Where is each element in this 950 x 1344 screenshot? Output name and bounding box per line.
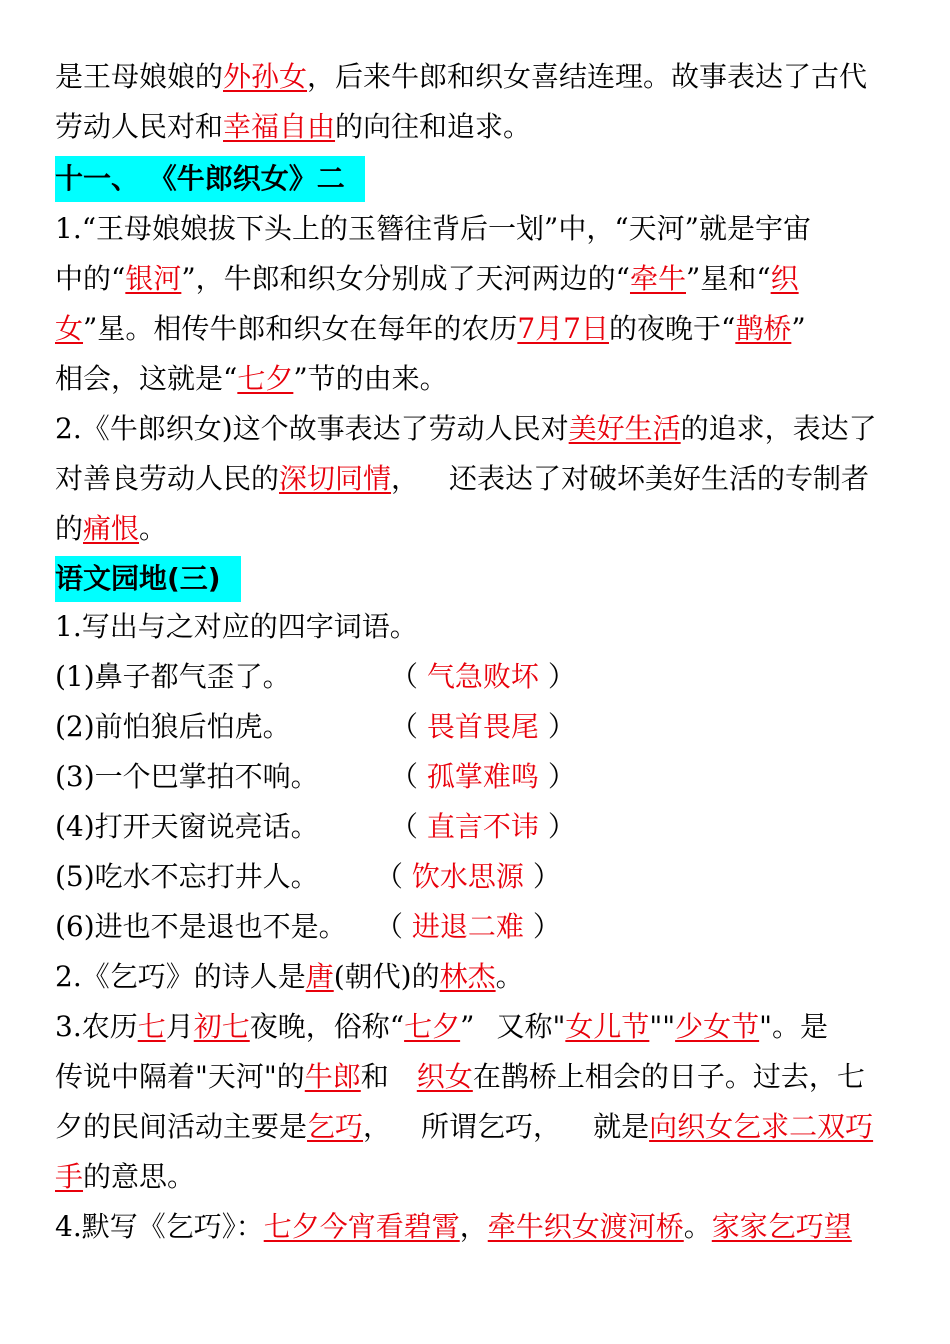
text: 的追求，表达了 [680,412,877,445]
text: 月 [165,1010,194,1043]
idiom-row: (5)吃水不忘打井人。 （ 饮水思源 ） [55,852,561,902]
intro-line-1 [55,52,867,102]
text: 夜晚，俗称“ [249,1010,405,1043]
text: 是王母娘娘的 [55,60,224,93]
text: 夕的民间活动主要是 [55,1110,308,1143]
answer: 七 [137,1010,166,1043]
section-heading-garden: 语文园地(三) [55,556,241,602]
text: "。是 [759,1010,829,1043]
text: 对善良劳动人民的 [55,462,280,495]
s11-q1-line-3 [55,304,806,354]
text: ”星和“ [686,262,771,295]
text: ”星。相传牛郎和织女在每年的农历 [83,312,518,345]
text: 在鹊桥上相会的日子。过去，七 [472,1060,865,1093]
answer: 手 [55,1160,84,1193]
s11-q2-line-2 [55,454,869,504]
idiom-answer: 饮水思源 [411,860,524,893]
text: 。 [495,960,524,993]
idiom-answer: 进退二难 [411,910,524,943]
answer: 七夕今宵看碧霄 [263,1210,460,1243]
garden-q2 [55,952,524,1002]
idiom-answer: 畏首畏尾 [426,710,539,743]
intro-line-2 [55,102,531,152]
answer: 外孙女 [223,60,308,93]
idiom-question: (5)吃水不忘打井人。 [55,860,319,893]
text: 又称" [496,1010,566,1043]
answer: 唐 [305,960,334,993]
text: 2.《牛郎织女)这个故事表达了劳动人民对 [55,412,569,445]
idiom-row: (6)进也不是退也不是。 （ 进退二难 ） [55,902,561,952]
text: 的向往和追求。 [335,110,532,143]
text: ”节的由来。 [293,362,448,395]
answer: 乞巧 [307,1110,364,1143]
idiom-row: (1)鼻子都气歪了。 （ 气急败坏 ） [55,652,576,702]
answer: 牛郎 [304,1060,361,1093]
text: 劳动人民对和 [55,110,224,143]
answer: 初七 [193,1010,250,1043]
answer: 幸福自由 [223,110,336,143]
answer: 女 [55,312,84,345]
text: ” [460,1010,475,1043]
s11-q1-line-4 [55,354,448,404]
answer: 织 [770,262,799,295]
text: 相会，这就是“ [55,362,238,395]
answer: 林杰 [439,960,496,993]
text: 就是 [593,1110,650,1143]
answer: 向织女乞求二双巧 [649,1110,874,1143]
text: 的 [55,512,84,545]
idiom-question: (4)打开天窗说亮话。 [55,810,319,843]
answer: 深切同情 [279,462,392,495]
idiom-row: (2)前怕狼后怕虎。 （ 畏首畏尾 ） [55,702,576,752]
s11-q2-line-3 [55,504,167,554]
text: ” [791,312,806,345]
answer: 银河 [125,262,182,295]
idiom-answer: 气急败坏 [426,660,539,693]
idiom-question: (2)前怕狼后怕虎。 [55,710,291,743]
text: 1.“王母娘娘拔下头上的玉簪往背后一划”中，“天河”就是宇宙 [55,212,811,245]
idiom-question: (3)一个巴掌拍不响。 [55,760,319,793]
text: ，后来牛郎和织女喜结连理。故事表达了古代 [307,60,868,93]
idiom-row: (4)打开天窗说亮话。 （ 直言不讳 ） [55,802,576,852]
answer: 牵牛 [629,262,686,295]
text: ， [391,462,420,495]
idiom-row: (3)一个巴掌拍不响。 （ 孤掌难鸣 ） [55,752,576,802]
text: 所谓乞巧， [421,1110,562,1143]
text: 。 [683,1210,712,1243]
text: "" [649,1010,676,1043]
text: 还表达了对破坏美好生活的专制者 [449,462,870,495]
text: 的夜晚于“ [608,312,736,345]
answer: 少女节 [675,1010,760,1043]
answer: 七夕 [404,1010,461,1043]
idiom-answer: 孤掌难鸣 [426,760,539,793]
answer: 牵牛织女渡河桥 [487,1210,684,1243]
idiom-answer: 直言不讳 [426,810,539,843]
garden-q3-line-1 [55,1002,828,1052]
idiom-question: (6)进也不是退也不是。 [55,910,347,943]
garden-q4 [55,1202,852,1252]
text: (朝代)的 [333,960,440,993]
text: ， [363,1110,392,1143]
text: 和 [360,1060,389,1093]
text: 中的“ [55,262,126,295]
answer: 7月7日 [517,312,609,345]
garden-q3-line-2 [55,1052,865,1102]
answer: 家家乞巧望 [711,1210,852,1243]
s11-q1-line-1 [55,204,811,254]
s11-q1-line-2 [55,254,799,304]
text: ， [459,1210,488,1243]
garden-q3-line-4 [55,1152,195,1202]
text: 。 [139,512,168,545]
text: ”，牛郎和织女分别成了天河两边的“ [181,262,630,295]
text: 2.《乞巧》的诗人是 [55,960,306,993]
s11-q2-line-1 [55,404,877,454]
answer: 女儿节 [565,1010,650,1043]
answer: 鹊桥 [735,312,792,345]
section-heading-11: 十一、 《牛郎织女》二 [55,156,365,202]
text: 3.农历 [55,1010,138,1043]
idiom-question: (1)鼻子都气歪了。 [55,660,291,693]
garden-q1-title [55,602,418,652]
text: 4.默写《乞巧》： [55,1210,264,1243]
answer: 美好生活 [568,412,681,445]
text: 传说中隔着"天河"的 [55,1060,305,1093]
text: 的意思。 [83,1160,196,1193]
text: 1.写出与之对应的四字词语。 [55,610,418,643]
answer: 织女 [416,1060,473,1093]
garden-q3-line-3 [55,1102,873,1152]
answer: 痛恨 [83,512,140,545]
answer: 七夕 [237,362,294,395]
